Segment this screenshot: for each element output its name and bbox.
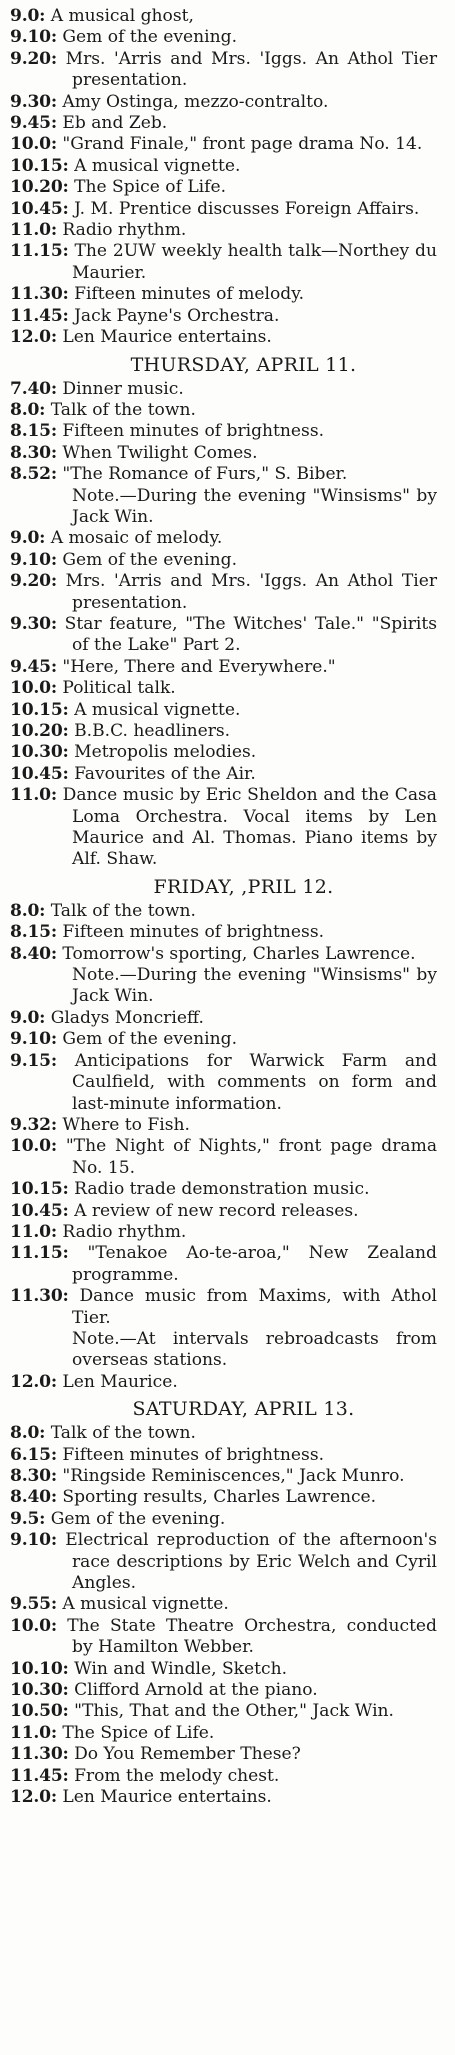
entry-description: Talk of the town. [50,399,196,420]
entry-description: Win and Windle, Sketch. [74,1658,288,1679]
entry-description: Eb and Zeb. [62,113,168,134]
entry-description: A mosaic of melody. [50,528,223,549]
programme-entry [10,1680,437,1701]
entry-description: The Spice of Life. [74,177,227,198]
entry-description: Mrs. 'Arris and Mrs. 'Iggs. An Athol Tier presentation. [65,48,438,91]
entry-description: Political talk. [62,678,176,699]
entry-note: Note.—During the evening "Winsisms" by Jack Win. [72,965,437,1007]
entry-time: 10.0: [10,1136,57,1157]
entry-time: 11.15: [10,241,69,262]
entry-time: 11.30: [10,1744,69,1765]
entry-description: Talk of the town. [50,1423,196,1444]
entry-time: 10.45: [10,763,69,784]
entry-time: 9.10: [10,1530,57,1551]
entry-time: 11.0: [10,1221,57,1242]
programme-entry [10,571,437,614]
entry-description: Where to Fish. [62,1114,190,1135]
programme-entry [10,1423,437,1444]
programme-entry [10,1466,437,1487]
entry-time: 11.45: [10,1765,69,1786]
entry-time: 10.10: [10,1658,69,1679]
entry-description: The 2UW weekly health talk—Northey du Maurier. [72,241,437,283]
programme-entry [10,464,437,485]
entry-description: From the melody chest. [74,1765,280,1786]
entry-time: 10.15: [10,699,69,720]
entry-time: 9.5: [10,1508,46,1529]
entry-time: 9.0: [10,6,46,26]
entry-time: 8.0: [10,900,46,921]
entry-description: Metropolis melodies. [74,742,257,763]
entry-description: Gem of the evening. [62,27,238,48]
entry-description: Tomorrow's sporting, Charles Lawrence. [62,943,416,964]
entry-time: 10.20: [10,177,69,198]
programme-entry [10,134,437,155]
entry-time: 8.30: [10,442,57,463]
entry-time: 11.0: [10,1722,57,1743]
entry-description: A musical ghost, [50,6,194,26]
entry-description: Jack Payne's Orchestra. [74,305,280,326]
programme-entry [10,1616,437,1659]
entry-time: 10.45: [10,1200,69,1221]
entry-description: Dance music from Maxims, with Athol Tier. [72,1286,437,1328]
entry-description: "This, That and the Other," Jack Win. [74,1701,394,1722]
entry-description: Do You Remember These? [74,1744,301,1765]
entry-time: 8.40: [10,943,57,964]
entry-description: Fifteen minutes of brightness. [62,1444,325,1465]
entry-description: Dance music by Eric Sheldon and the Casa Loma Orchestra. Vocal items by Len Maurice and Al. Thomas. Piano items by Alf. Shaw. [62,785,437,870]
entry-time: 9.45: [10,113,57,134]
programme-entry [10,1286,437,1329]
programme-entry [10,400,437,421]
entry-time: 11.30: [10,1286,69,1307]
programme-entry [10,742,437,763]
entry-time: 8.15: [10,922,57,943]
programme-entry [10,1243,437,1286]
entry-time: 11.0: [10,785,57,806]
entry-time: 9.45: [10,656,57,677]
entry-description: A musical vignette. [74,155,241,176]
entry-time: 9.30: [10,91,57,112]
programme-entry [10,220,437,241]
entry-time: 9.10: [10,27,57,48]
day-heading: SATURDAY, APRIL 13. [132,1398,355,1421]
programme-entry [10,241,437,284]
entry-time: 10.15: [10,1179,69,1200]
entry-description: A musical vignette. [62,1594,229,1615]
entry-time: 8.0: [10,399,46,420]
entry-time: 10.15: [10,155,69,176]
entry-description: A review of new record releases. [74,1200,359,1221]
entry-time: 10.30: [10,1680,69,1701]
programme-entry [10,1051,437,1115]
entry-description: "The Romance of Furs," S. Biber. [62,464,348,485]
entry-time: 11.0: [10,220,57,241]
entry-time: 10.20: [10,721,69,741]
programme-entry [10,700,437,721]
entry-time: 10.50: [10,1701,69,1722]
entry-description: Radio rhythm. [62,220,187,241]
programme-entry [10,678,437,699]
programme-entry [10,306,437,327]
entry-time: 9.32: [10,1114,57,1135]
entry-time: 10.45: [10,198,69,219]
entry-description: Fifteen minutes of brightness. [62,421,325,442]
entry-time: 8.15: [10,421,57,442]
entry-time: 8.40: [10,1487,57,1508]
entry-description: B.B.C. headliners. [74,721,231,741]
entry-description: Sporting results, Charles Lawrence. [62,1487,377,1508]
entry-time: 9.20: [10,48,57,69]
day-section [10,873,437,1393]
programme-entry [10,1487,437,1508]
programme-entry [10,1029,437,1050]
programme-entry [10,657,437,678]
programme-entry [10,1201,437,1222]
programme-entry [10,1136,437,1179]
entry-time: 8.52: [10,464,57,485]
entry-description: Amy Ostinga, mezzo-contralto. [62,91,329,112]
programme-entry [10,199,437,220]
programme-entry [10,1787,437,1808]
entry-description: Fifteen minutes of brightness. [62,922,325,943]
entry-description: "The Night of Nights," front page drama No. 15. [65,1136,438,1178]
programme-entry [10,1766,437,1787]
entry-time: 8.30: [10,1466,57,1486]
entry-description: "Grand Finale," front page drama No. 14. [62,134,423,155]
entry-time: 12.0: [10,327,57,348]
entry-description: Len Maurice entertains. [62,1787,272,1808]
entry-description: Radio rhythm. [62,1221,187,1242]
entry-note: Note.—During the evening "Winsisms" by Jack Win. [72,485,437,527]
programme-entry [10,764,437,785]
entry-description: Len Maurice entertains. [62,327,272,348]
programme-entry [10,1222,437,1243]
day-heading: THURSDAY, APRIL 11. [130,353,357,376]
programme-entry [10,1115,437,1136]
entry-time: 7.40: [10,378,57,399]
programme-entry [10,6,437,27]
entry-description: The Spice of Life. [62,1722,215,1743]
programme-entry [10,922,437,943]
programme-entry [10,1445,437,1466]
entry-description: Star feature, "The Witches' Tale." "Spirits of the Lake" Part 2. [64,613,437,656]
entry-description: Gem of the evening. [62,549,238,570]
programme-entry [10,1008,437,1029]
entry-description: Gem of the evening. [62,1029,238,1050]
entry-description: Electrical reproduction of the afternoon's race descriptions by Eric Welch and Cyril Angles. [65,1530,437,1594]
day-section [10,1395,437,1808]
programme-entry [10,327,437,348]
entry-description: The State Theatre Orchestra, conducted by Hamilton Webber. [67,1615,437,1658]
programme-entry [10,49,437,92]
day-section [10,351,437,871]
entry-time: 9.0: [10,1007,46,1028]
entry-time: 11.15: [10,1243,69,1264]
entry-time: 6.15: [10,1444,57,1465]
programme-entry [10,379,437,400]
programme-entry [10,901,437,922]
day-section [10,6,437,349]
programme-entry [10,1179,437,1200]
entry-time: 9.0: [10,528,46,549]
entry-description: A musical vignette. [74,699,241,720]
entry-description: Mrs. 'Arris and Mrs. 'Iggs. An Athol Tier presentation. [65,571,438,613]
entry-time: 9.10: [10,1029,57,1050]
programme-entry [10,528,437,549]
entry-time: 9.55: [10,1594,57,1615]
entry-description: Gem of the evening. [50,1508,226,1529]
programme-entry [10,944,437,965]
entry-time: 10.30: [10,742,69,763]
programme-entry [10,113,437,134]
entry-time: 8.0: [10,1423,46,1444]
entry-description: Anticipations for Warwick Farm and Caulfield, with comments on form and last-minute information. [72,1050,438,1114]
programme-entry [10,156,437,177]
entry-time: 9.20: [10,571,57,592]
entry-description: "Here, There and Everywhere." [62,656,336,677]
entry-time: 11.30: [10,284,69,305]
entry-description: J. M. Prentice discusses Foreign Affairs. [74,198,420,219]
programme-entry [10,1723,437,1744]
entry-description: Favourites of the Air. [74,763,256,784]
programme-entry [10,1372,437,1393]
entry-time: 12.0: [10,1371,57,1392]
programme-entry [10,92,437,113]
entry-description: Dinner music. [62,378,184,399]
entry-time: 9.30: [10,613,57,634]
entry-time: 9.15: [10,1050,57,1071]
entry-description: "Tenakoe Ao-te-aroa," New Zealand programme. [72,1243,437,1285]
programme-entry [10,550,437,571]
entry-time: 10.0: [10,678,57,699]
programme-entry [10,1530,437,1594]
programme-entry [10,1701,437,1722]
programme-entry [10,443,437,464]
entry-time: 10.0: [10,1615,57,1636]
day-heading: FRIDAY, ,PRIL 12. [153,875,334,898]
entry-time: 10.0: [10,134,57,155]
programme-entry [10,284,437,305]
entry-time: 9.10: [10,549,57,570]
programme-entry [10,1659,437,1680]
entry-time: 11.45: [10,305,69,326]
programme-entry [10,785,437,871]
entry-description: Talk of the town. [50,900,196,921]
programme-entry [10,27,437,48]
entry-description: Gladys Moncrieff. [50,1007,204,1028]
entry-description: "Ringside Reminiscences," Jack Munro. [62,1466,405,1486]
entry-description: Radio trade demonstration music. [74,1179,370,1200]
entry-description: Len Maurice. [62,1371,178,1392]
entry-description: Clifford Arnold at the piano. [74,1680,318,1701]
entry-description: When Twilight Comes. [62,442,258,463]
programme-entry [10,177,437,198]
programme-entry [10,1744,437,1765]
programme-entry [10,1509,437,1530]
programme-entry [10,721,437,742]
entry-note: Note.—At intervals rebroadcasts from overseas stations. [72,1328,437,1371]
entry-time: 12.0: [10,1787,57,1808]
programme-entry [10,614,437,657]
programme-entry [10,1594,437,1615]
entry-description: Fifteen minutes of melody. [74,284,305,305]
programme-entry [10,421,437,442]
